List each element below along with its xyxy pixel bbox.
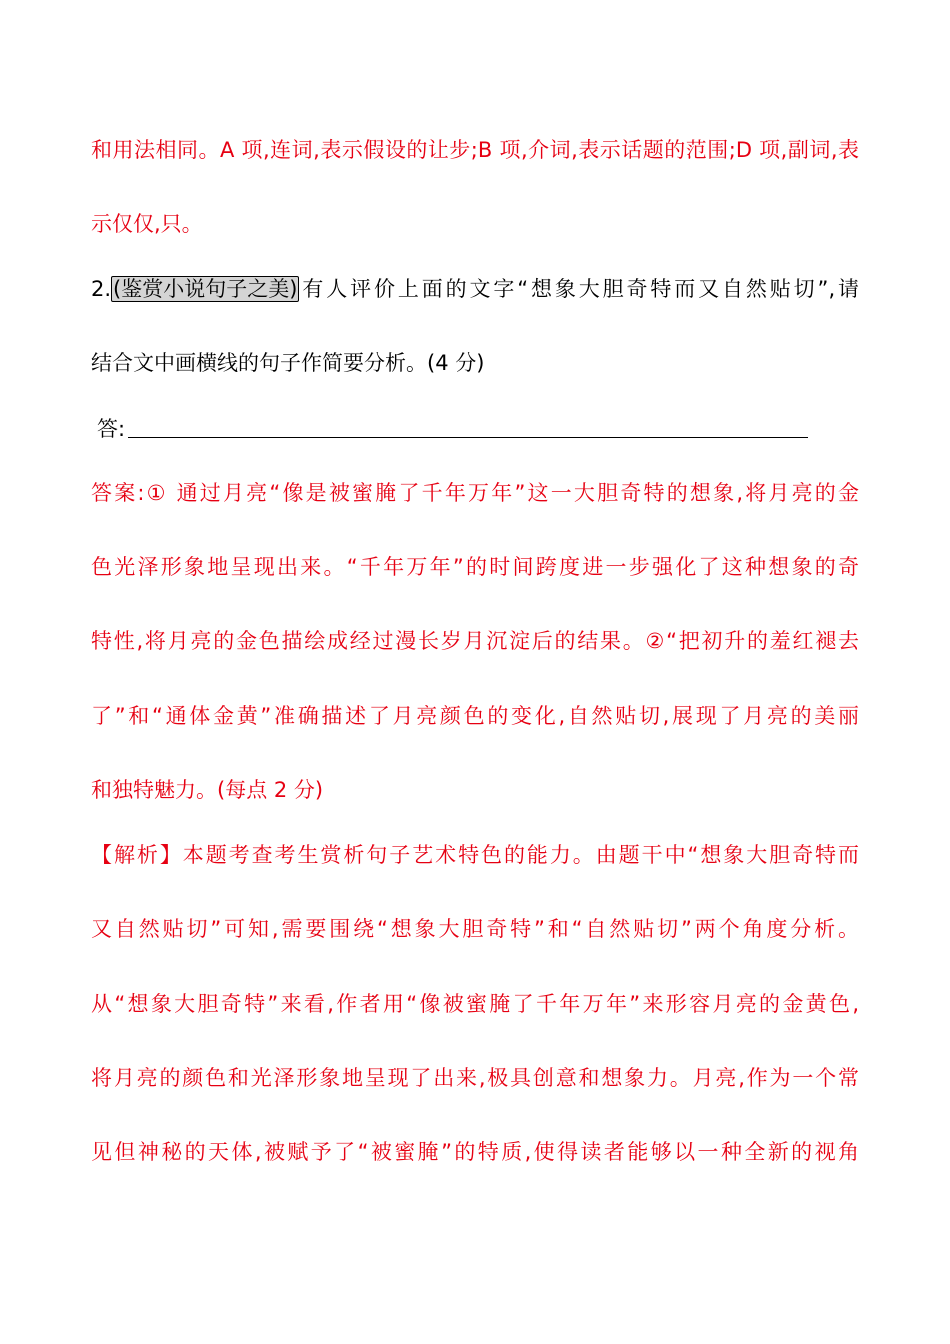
question-number: 2.	[91, 277, 112, 301]
analysis-line-2: 又自然贴切”可知,需要围绕“想象大胆奇特”和“自然贴切”两个角度分析。	[91, 917, 859, 941]
analysis-line-3: 从“想象大胆奇特”来看,作者用“像被蜜腌了千年万年”来形容月亮的金黄色,	[91, 992, 859, 1016]
answer-line-2: 色光泽形象地呈现出来。“千年万年”的时间跨度进一步强化了这种想象的奇	[91, 555, 859, 579]
analysis-line-5: 见但神秘的天体,被赋予了“被蜜腌”的特质,使得读者能够以一种全新的视角	[91, 1140, 859, 1164]
answer-line-3: 特性,将月亮的金色描绘成经过漫长岁月沉淀后的结果。②“把初升的羞红褪去	[91, 629, 859, 653]
prev-explanation-line-2: 示仅仅,只。	[91, 212, 203, 236]
answer-label: 答:	[97, 417, 126, 441]
question-category-tag: (鉴赏小说句子之美)	[113, 277, 298, 301]
answer-line-4: 了”和“通体金黄”准确描述了月亮颜色的变化,自然贴切,展现了月亮的美丽	[91, 704, 859, 728]
answer-blank-line[interactable]	[128, 437, 808, 438]
answer-line-1: 答案:① 通过月亮“像是被蜜腌了千年万年”这一大胆奇特的想象,将月亮的金	[91, 481, 859, 505]
answer-line-5: 和独特魅力。(每点 2 分)	[91, 778, 324, 802]
analysis-line-4: 将月亮的颜色和光泽形象地呈现了出来,极具创意和想象力。月亮,作为一个常	[91, 1066, 859, 1090]
question-2-line-1	[91, 274, 859, 304]
prev-explanation-line-1: 和用法相同。A 项,连词,表示假设的让步;B 项,介词,表示话题的范围;D 项,副词,表	[91, 138, 859, 162]
analysis-line-1: 【解析】本题考查考生赏析句子艺术特色的能力。由题干中“想象大胆奇特而	[91, 843, 859, 867]
question-text-line-1: 有人评价上面的文字“想象大胆奇特而又自然贴切”,请	[299, 277, 859, 301]
question-2-line-2: 结合文中画横线的句子作简要分析。(4 分)	[91, 351, 485, 375]
